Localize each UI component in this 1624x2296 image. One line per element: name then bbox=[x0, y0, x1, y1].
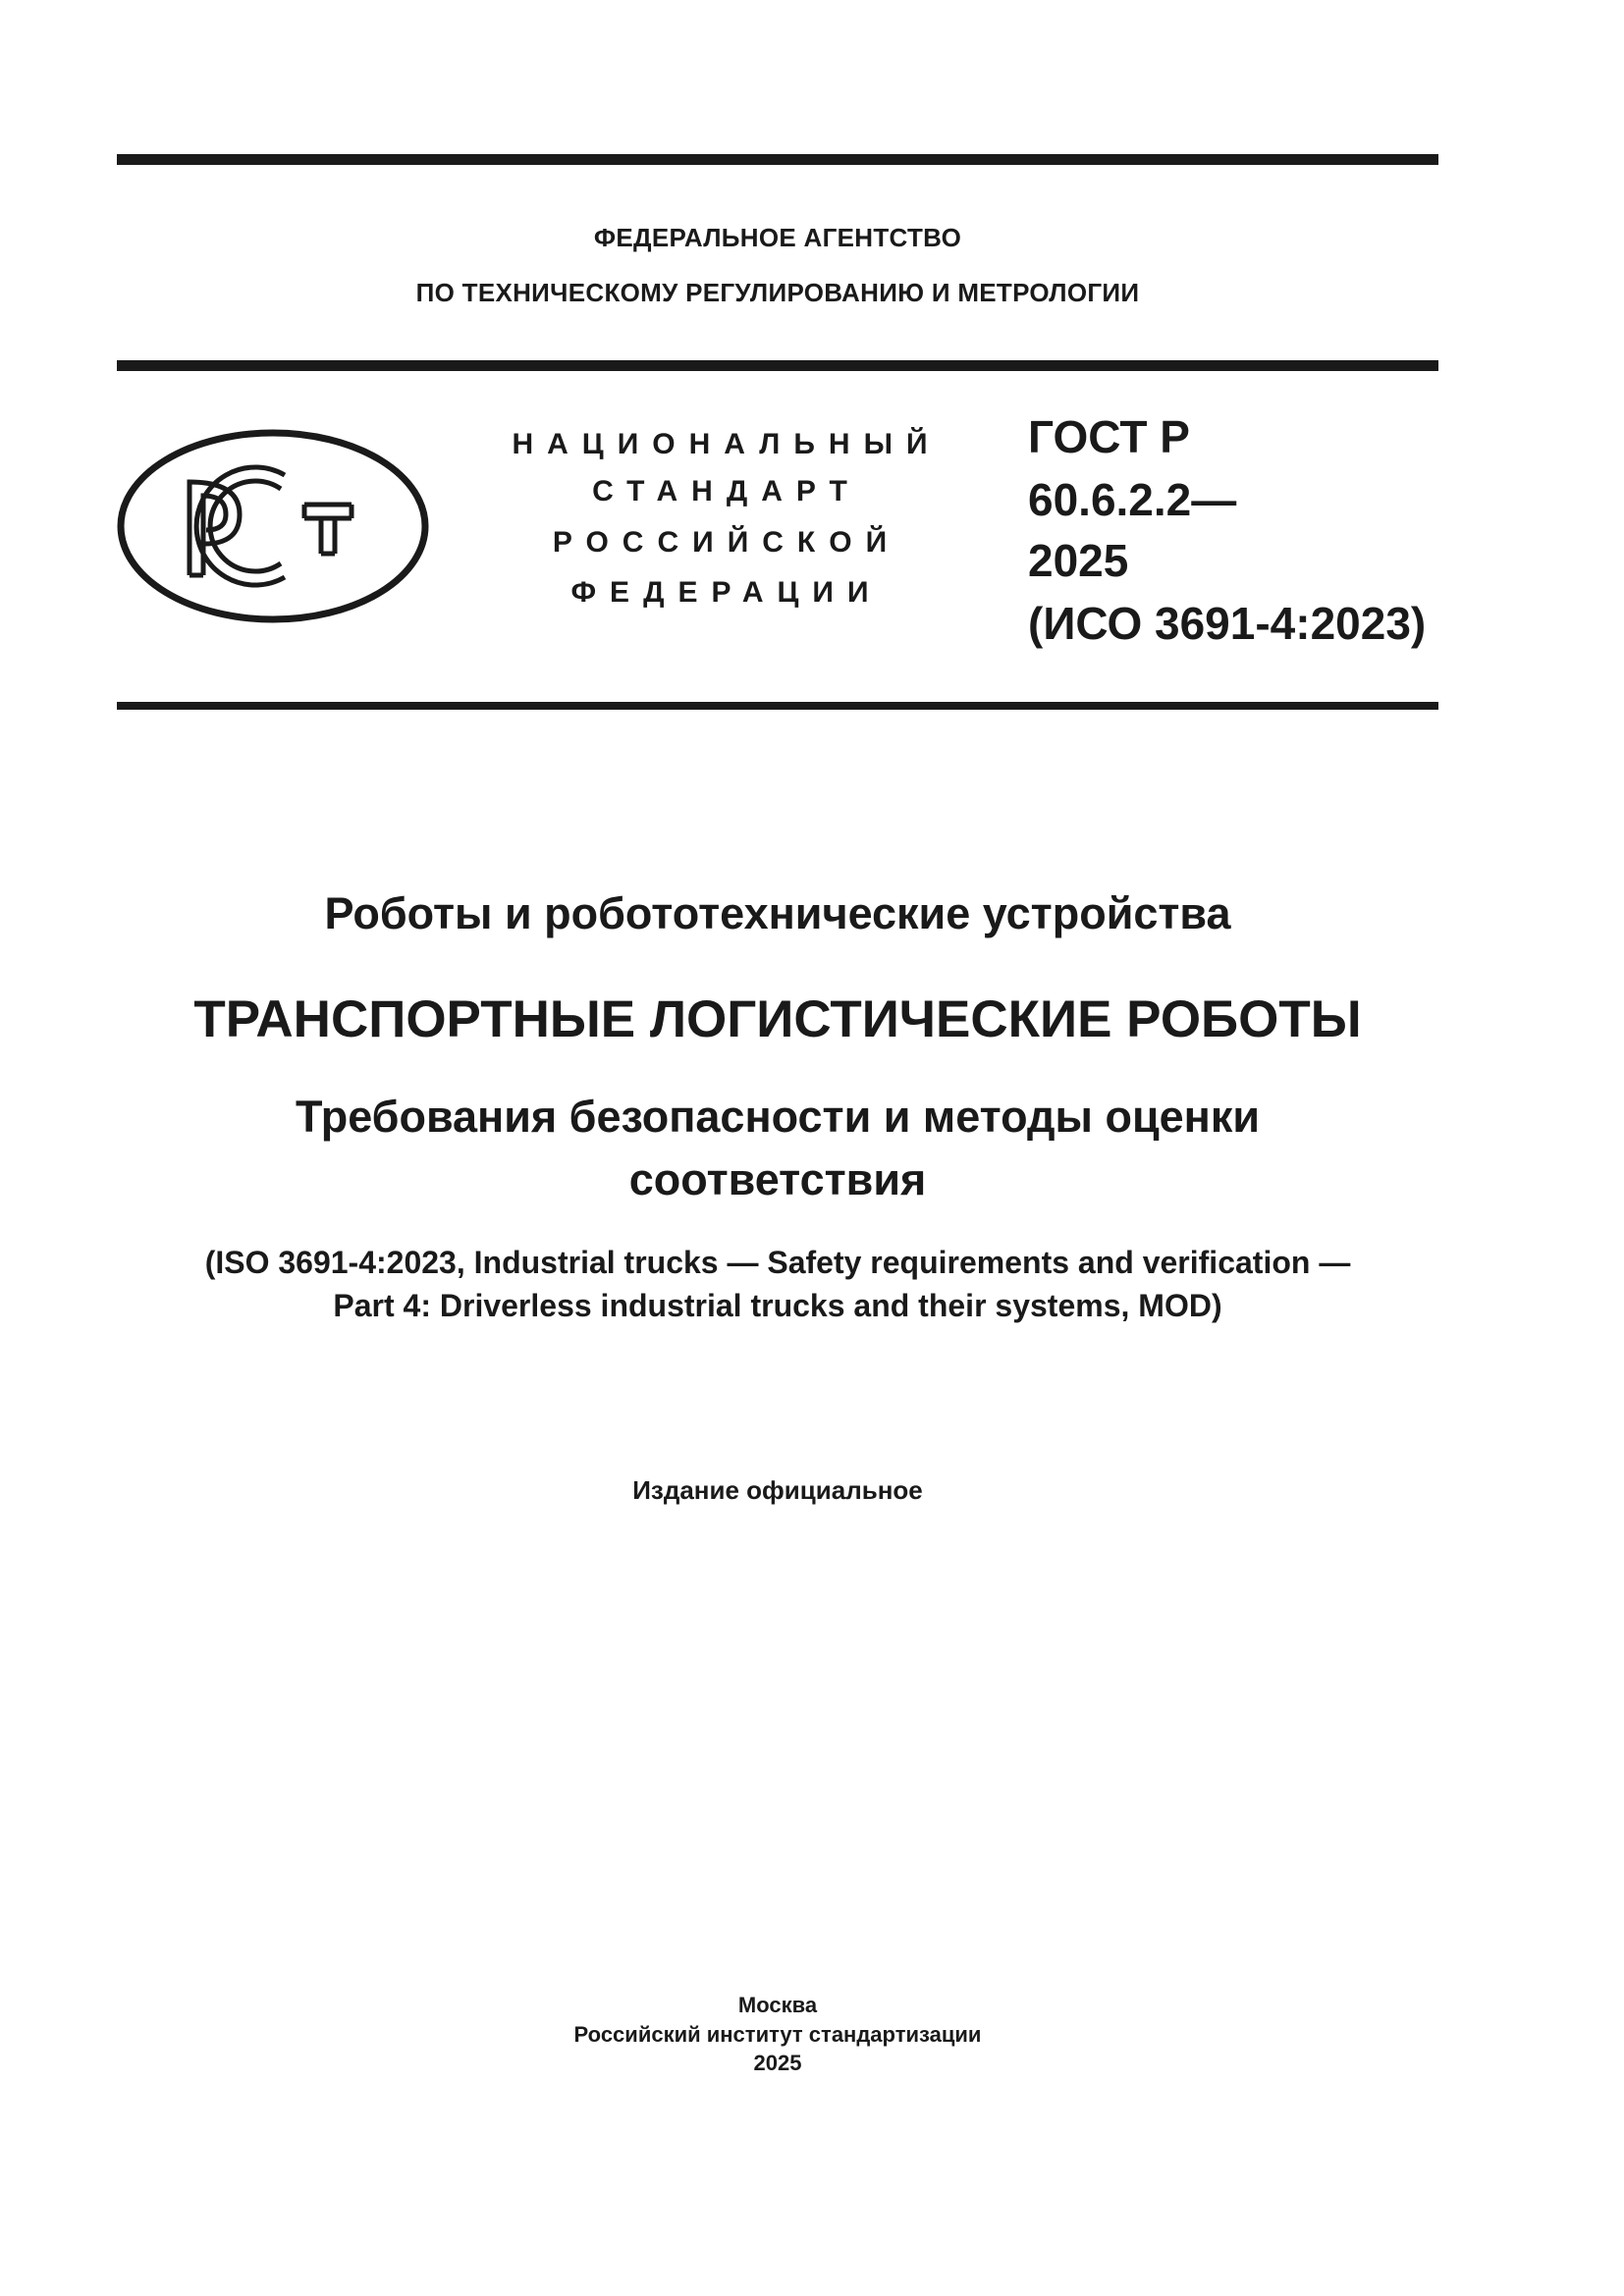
national-standard-line3: РОССИЙСКОЙ bbox=[552, 526, 901, 559]
national-standard-line1: НАЦИОНАЛЬНЫЙ bbox=[512, 428, 942, 460]
pct-certification-mark-icon bbox=[116, 428, 430, 624]
standard-designation-line4: (ИСО 3691-4:2023) bbox=[1028, 598, 1427, 649]
middle-rule bbox=[117, 360, 1438, 371]
standard-designation-line3: 2025 bbox=[1028, 535, 1129, 586]
standard-subtitle-line2: соответствия bbox=[628, 1154, 927, 1204]
standard-main-title: ТРАНСПОРТНЫЕ ЛОГИСТИЧЕСКИЕ РОБОТЫ bbox=[193, 990, 1362, 1048]
edition-label: Издание официальное bbox=[632, 1475, 923, 1505]
iso-reference-line1: (ISO 3691-4:2023, Industrial trucks — Safety requirements and verification — bbox=[204, 1245, 1351, 1280]
agency-name-line1: ФЕДЕРАЛЬНОЕ АГЕНТСТВО bbox=[593, 223, 962, 252]
top-rule bbox=[117, 154, 1438, 165]
bottom-rule bbox=[117, 702, 1438, 710]
imprint-year: 2025 bbox=[753, 2051, 802, 2075]
standard-designation-line2: 60.6.2.2— bbox=[1028, 474, 1237, 525]
national-standard-line4: ФЕДЕРАЦИИ bbox=[570, 576, 883, 609]
iso-reference-line2: Part 4: Driverless industrial trucks and their systems, MOD) bbox=[333, 1288, 1222, 1323]
imprint-city: Москва bbox=[737, 1993, 818, 2017]
standard-subject: Роботы и робототехнические устройства bbox=[324, 888, 1231, 938]
standard-designation-line1: ГОСТ Р bbox=[1028, 411, 1190, 462]
national-standard-line2: СТАНДАРТ bbox=[592, 475, 861, 507]
standard-subtitle-line1: Требования безопасности и методы оценки bbox=[295, 1092, 1261, 1142]
agency-name-line2: ПО ТЕХНИЧЕСКОМУ РЕГУЛИРОВАНИЮ И МЕТРОЛОГИИ bbox=[415, 278, 1140, 307]
imprint-publisher: Российский институт стандартизации bbox=[573, 2022, 982, 2047]
